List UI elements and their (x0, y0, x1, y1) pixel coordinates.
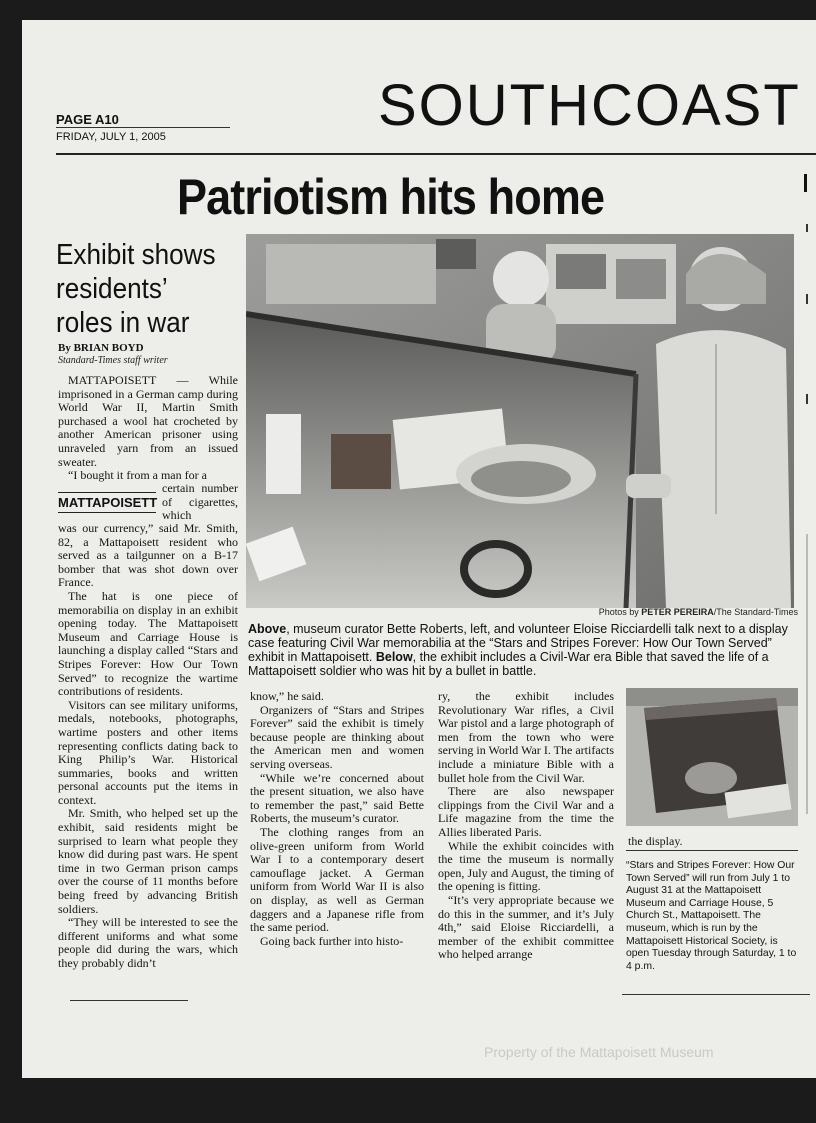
rule (626, 850, 798, 851)
caption-text-below: , the exhibit includes a Civil-War era Bible that saved the life of a Mattapoisett soldier who was hit by a bullet in battle. (248, 650, 769, 678)
paragraph: Mr. Smith, who helped set up the exhibit, said residents might be surprised to learn what people they know did during past wars. He spent time in two German prison camps over the course of 11 months before being freed by advancing British soldiers. (58, 806, 238, 916)
exhibit-info-box: “Stars and Stripes Forever: How Our Town Served” will run from July 1 to August 31 at the Mattapoisett Museum and Carriage House, 5 Church St., Mattapoisett. The museum, which is run by the Mattapoisett Historical Society, is open Tuesday through Saturday, 1 to 4 p.m. (626, 860, 797, 972)
photo-caption (248, 622, 796, 678)
paragraph: know,” he said. (250, 689, 324, 703)
rule (56, 127, 230, 128)
credit-suffix: /The Standard-Times (713, 607, 798, 617)
paragraph: “While we’re concerned about the present situation, we also have to remember the past,” said Bette Roberts, the museum’s curator. (250, 770, 424, 826)
section-title: SOUTHCOAST (378, 73, 801, 138)
rule (70, 1000, 188, 1001)
paragraph: Going back further into histo- (260, 933, 404, 948)
deck-headline: Exhibit shows residents’ roles in war (56, 239, 216, 339)
paragraph: was our currency,” said Mr. Smith, 82, a Mattapoisett resident who served as a tailgunner on a B-17 bomber that was shot down over France. (58, 521, 238, 590)
paragraph: The clothing ranges from an olive-green uniform from World War I to a contemporary desert camouflage jacket. A German uniform from World War II is also on display, as well as German daggers and a Japanese rifle from the same period. (250, 824, 424, 935)
caption-lead-below: Below (375, 650, 413, 664)
paragraph: “I bought it from a man for a (68, 468, 207, 483)
article-column-1a (58, 374, 238, 483)
photo-credit (572, 607, 798, 617)
paragraph: ry, the exhibit includes Revolutionary War rifles, a Civil War pistol and a large photograph of men from the town who were serving in World War I. The artifacts include a miniature Bible with a bullet hole from the Civil War. (438, 689, 614, 785)
article-column-1c (58, 522, 238, 971)
paragraph: Organizers of “Stars and Stripes Forever” said the exhibit is timely because people are thinking about the American men and women serving overseas. (250, 702, 424, 771)
paragraph: certain number of cigarettes, which (162, 481, 238, 523)
paragraph: There are also newspaper clippings from the Civil War and a Life magazine from the time the Allies liberated Paris. (438, 784, 614, 839)
paragraph: While the exhibit coincides with the time the museum is normally open, July and August, the timing of the opening is fitting. (438, 838, 614, 894)
paragraph: MATTAPOISETT — While imprisoned in a German camp during World War II, Martin Smith purchased a wool hat crocheted by another American prisoner using unraveled yarn from an issued sweater. (58, 373, 238, 469)
page-number: PAGE A10 (56, 112, 119, 127)
credit-prefix: Photos by (598, 607, 642, 617)
paragraph: Visitors can see military uniforms, medals, notebooks, photographs, wartime posters and other items representing conflicts dating back to King Philip’s War. Historical summaries, books and written personal accounts put the items in context. (58, 697, 238, 807)
newspaper-page (22, 20, 816, 1078)
exhibit-photo-image (246, 234, 794, 608)
paragraph: “It’s very appropriate because we do this in the summer, and it’s July 4th,” said Eloise Ricciardelli, a member of the exhibit committee who helped arrange (438, 892, 614, 962)
masthead-rule (56, 153, 816, 155)
article-column-1b (162, 482, 238, 523)
watermark: Property of the Mattapoisett Museum (484, 1044, 714, 1060)
bible-photo (626, 688, 798, 826)
article-column-3 (438, 690, 614, 962)
dateline-tag: MATTAPOISETT (58, 492, 156, 513)
byline-title: Standard-Times staff writer (58, 355, 168, 366)
adjacent-column-edge (796, 154, 816, 1078)
bible-photo-image (626, 688, 798, 826)
rule (622, 994, 810, 995)
caption-lead-above: Above (248, 622, 287, 636)
headline: Patriotism hits home (177, 169, 605, 225)
paragraph: The hat is one piece of memorabilia on display in an exhibit opening today. The Mattapoisett Museum and Carriage House is launching a display called “Stars and Stripes Forever: How Our Town Served” to recognize the wartime contributions of residents. (58, 588, 238, 699)
edge-marks (796, 154, 816, 1078)
exhibit-photo (246, 234, 794, 608)
page-date: FRIDAY, JULY 1, 2005 (56, 131, 166, 143)
caption-text-above: , museum curator Bette Roberts, left, and volunteer Eloise Ricciardelli talk next to a display case featuring Civil War memorabilia at the “Stars and Stripes Forever: How Our Town Served” exhibit in Mattapoisett. (248, 622, 788, 664)
continued-text: the display. (628, 834, 683, 848)
article-column-2 (250, 690, 424, 948)
paragraph: “They will be interested to see the different uniforms and what some people did during the wars, which they probably didn’t (58, 915, 238, 970)
byline: By BRIAN BOYD (58, 342, 144, 354)
credit-name: PETER PEREIRA (641, 607, 714, 617)
